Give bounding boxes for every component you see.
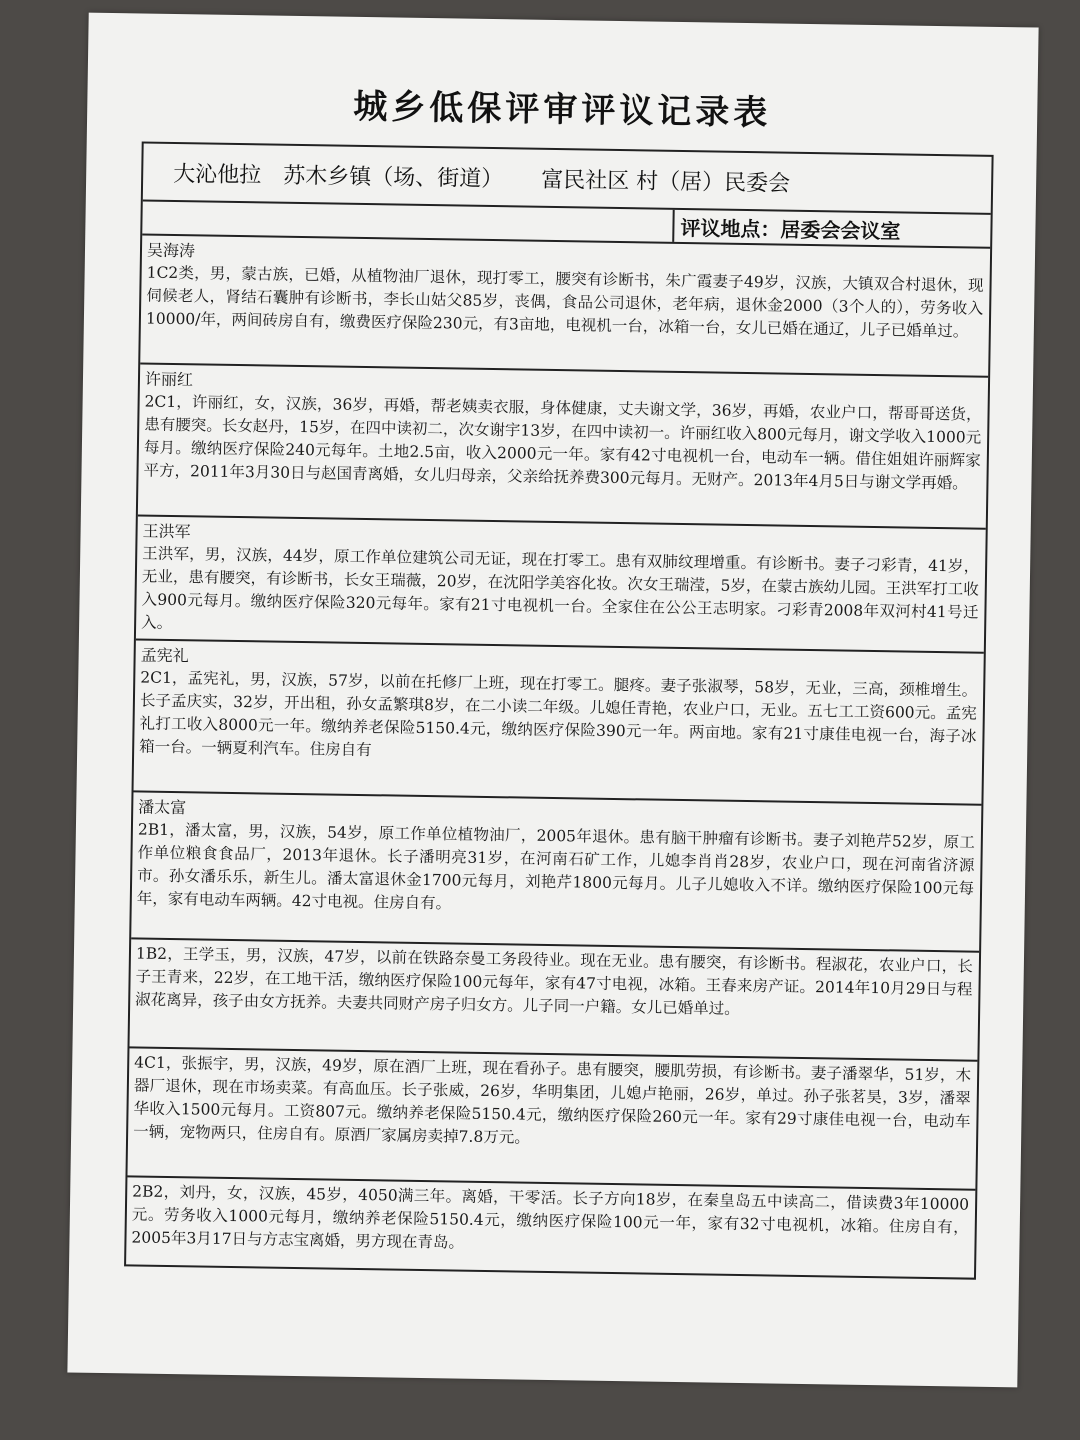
record-entry xyxy=(136,516,986,653)
record-entry xyxy=(126,1177,975,1277)
document-title: 城乡低保评审评议记录表 xyxy=(352,86,772,134)
record-entry xyxy=(129,939,979,1061)
meeting-place: 评议地点：居委会会议室 xyxy=(672,210,990,247)
record-entry xyxy=(138,364,988,529)
township-label: 大沁他拉 苏木乡镇（场、街道） xyxy=(173,161,504,192)
record-name: 孟宪礼 xyxy=(140,645,189,666)
record-entry xyxy=(127,1048,977,1190)
document-sheet xyxy=(67,13,1038,1388)
record-text: 2B2，刘丹，女，汉族，45岁，4050满三年。离婚，干零活。长子方向18岁，在秦皇岛五中读高二，借读费3年10000元。劳务收入1000元每月，缴纳养老保险5150.4元，缴纳医疗保险100元一年，家有32寸电视机，冰箱。住房自有，2005年3月17日与方志宝离婚，男方现在青岛。 xyxy=(131,1182,970,1252)
record-name: 王洪军 xyxy=(142,521,191,542)
record-text: 2C1，许丽红，女，汉族，36岁，再婚，帮老姨卖衣服，身体健康，丈夫谢文学，36岁，再婚，农业户口，帮哥哥送货，患有腰突。长女赵丹，15岁，在四中读初二，次女谢宇13岁，在四中读初一。许丽红收入800元每月，谢文学收入1000元每月。缴纳医疗保险240元每年。土地2.5亩，收入2000元一年。家有42寸电视机一台，电动车一辆。借住姐姐许丽辉家平方，2011年3月30日与赵国青离婚，女儿归母亲，父亲给抚养费300元每月。无财产。2013年4月5日与谢文学再婚。 xyxy=(143,392,982,493)
record-name: 许丽红 xyxy=(144,369,194,390)
record-text: 2B1，潘太富，男，汉族，54岁，原工作单位植物油厂，2005年退休。患有脑干肿瘤有诊断书。妻子刘艳芹52岁，原工作单位粮食食品厂，2013年退休。长子潘明亮31岁，在河南石矿工作，儿媳李肖肖28岁，农业户口，现在河南省济源市。孙女潘乐乐，新生儿。潘太富退休金1700元每月，刘艳芹1800元每月。儿子儿媳收入不详。缴纳医疗保险100元每年，家有电动车两辆。42寸电视。住房自有。 xyxy=(136,820,975,913)
record-entry xyxy=(140,235,990,377)
record-table xyxy=(124,141,994,1279)
record-entry xyxy=(131,792,981,952)
record-entry xyxy=(133,640,983,805)
community-label: 富民社区 村（居）民委会 xyxy=(540,167,791,197)
record-name: 吴海涛 xyxy=(146,240,196,261)
record-text: 王洪军，男，汉族，44岁，原工作单位建筑公司无证，现在打零工。患有双肺纹理增重。有诊断书。妻子刁彩青，41岁，无业，患有腰突，有诊断书，长女王瑞薇，20岁，在沈阳学美容化妆。次女王瑞滢，5岁，在蒙古族幼儿园。王洪军打工收入900元每月。缴纳医疗保险320元每年。家有21寸电视机一台。全家住在公公王志明家。刁彩青2008年双河村41号迁入。 xyxy=(141,544,980,633)
record-text: 1B2，王学玉，男，汉族，47岁，以前在铁路奈曼工务段待业。现在无业。患有腰突，有诊断书。程淑花，农业户口，长子王青来，22岁，在工地干活，缴纳医疗保险100元每年，家有47寸电视，冰箱。王春来房产证。2014年10月29日与程淑花离异，孩子由女方抚养。夫妻共同财产房子归女方。儿子同一户籍。女儿已婚单过。 xyxy=(135,944,974,1018)
record-text: 2C1，孟宪礼，男，汉族，57岁，以前在托修厂上班，现在打零工。腿疼。妻子张淑琴，58岁，无业，三高，颈椎增生。长子孟庆实，32岁，开出租，孙女孟繁琪8岁，在二小读二年级。儿媳任青艳，农业户口，无业。五七工工资600元。孟宪礼打工收入8000元一年。缴纳养老保险5150.4元，缴纳医疗保险390元一年。两亩地。家有21寸康佳电视一台，海子冰箱一台。一辆夏利汽车。住房自有 xyxy=(139,668,978,760)
record-name: 潘太富 xyxy=(138,797,187,818)
record-text: 4C1，张振宇，男，汉族，49岁，原在酒厂上班，现在看孙子。患有腰突，腰肌劳损，有诊断书。妻子潘翠华，51岁，木器厂退休，现在市场卖菜。有高血压。长子张威，26岁，华明集团，儿媳卢艳丽，26岁，单过。孙子张茗昊，3岁，潘翠华收入1500元每月。工资807元。缴纳养老保险5150.4元，缴纳医疗保险260元一年。家有29寸康佳电视一台，电动车一辆，宠物两只，住房自有。原酒厂家属房卖掉7.8万元。 xyxy=(133,1053,972,1147)
record-text: 1C2类，男，蒙古族，已婚，从植物油厂退休，现打零工，腰突有诊断书，朱广霞妻子49岁，汉族，大镇双合村退休，现伺候老人，肾结石囊肿有诊断书，李长山姑父85岁，丧偶，食品公司退休，老年病，退休金2000（3个人的），劳务收入10000/年，两间砖房自有，缴费医疗保险230元，有3亩地，电视机一台，冰箱一台，女儿已婚在通辽，儿子已婚单过。 xyxy=(145,263,984,341)
